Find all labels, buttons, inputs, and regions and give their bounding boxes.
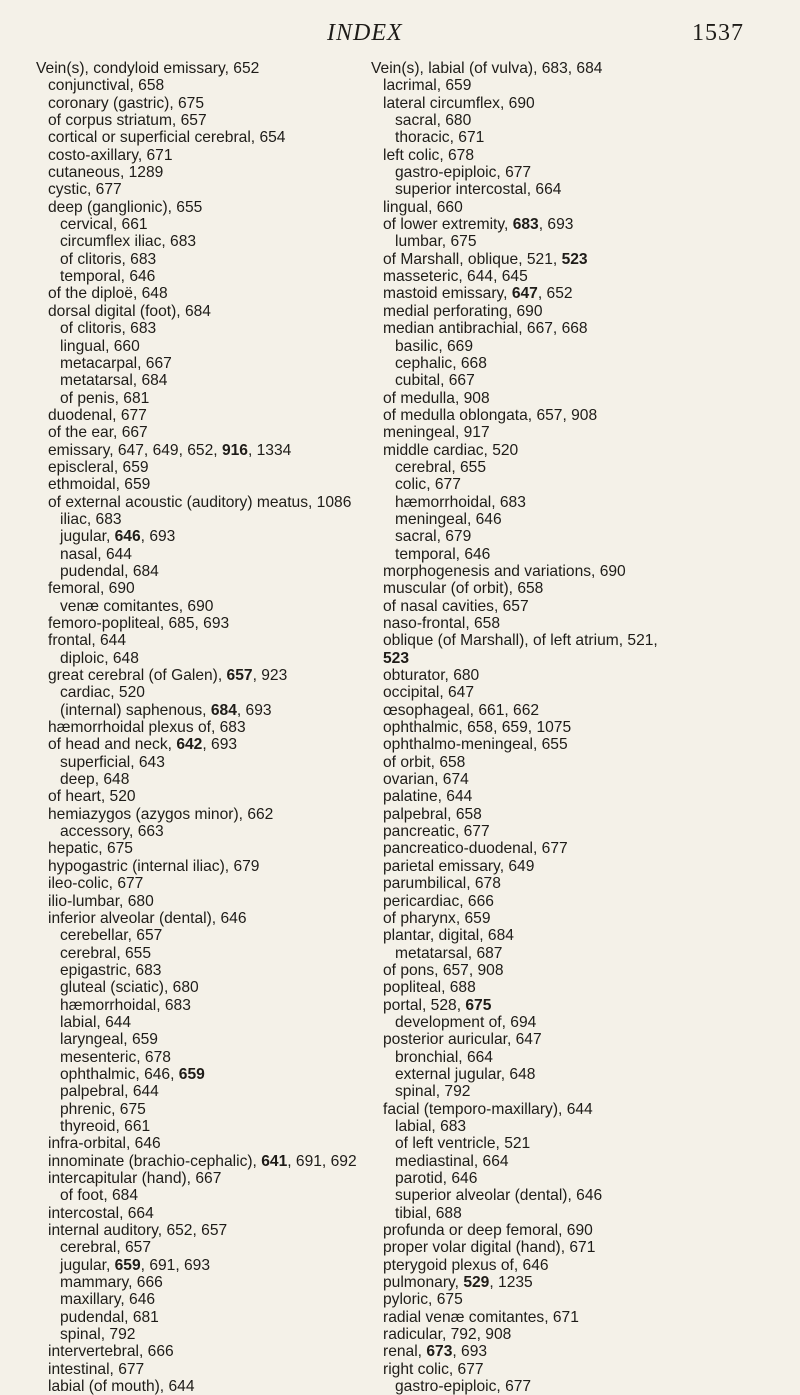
index-entry: cerebral, 657 [60,1239,152,1257]
index-entry: ileo-colic, 677 [48,875,144,893]
index-entry: of clitoris, 683 [60,250,157,268]
index-entry: lacrimal, 659 [383,77,472,95]
index-entry: episcleral, 659 [48,458,149,476]
index-entry: mesenteric, 678 [60,1048,171,1066]
index-entry: (internal) saphenous, 684, 693 [60,701,272,719]
index-entry: gastro-epiploic, 677 [395,1378,532,1395]
index-entry: diploic, 648 [60,649,139,667]
index-entry: of lower extremity, 683, 693 [383,216,574,234]
index-entry: frontal, 644 [48,632,127,650]
index-entry: hæmorrhoidal, 683 [395,493,526,511]
index-entry: of orbit, 658 [383,753,466,771]
index-column-right [371,60,781,1395]
index-entry: development of, 694 [395,1013,537,1031]
index-entry: of left ventricle, 521 [395,1135,531,1153]
index-entry: superior alveolar (dental), 646 [395,1187,603,1205]
index-entry: ilio-lumbar, 680 [48,892,154,910]
index-entry: external jugular, 648 [395,1065,536,1083]
index-entry: proper volar digital (hand), 671 [383,1239,596,1257]
index-entry: cutaneous, 1289 [48,164,164,182]
index-entry: of penis, 681 [60,389,150,407]
index-entry: circumflex iliac, 683 [60,233,197,251]
index-entry: bronchial, 664 [395,1048,493,1066]
index-entry: infra-orbital, 646 [48,1135,161,1153]
index-entry: emissary, 647, 649, 652, 916, 1334 [48,441,292,459]
index-entry: cardiac, 520 [60,684,145,702]
index-entry: occipital, 647 [383,684,475,702]
index-entry: of heart, 520 [48,788,136,806]
index-entry: popliteal, 688 [383,979,476,997]
index-entry: spinal, 792 [60,1326,136,1344]
index-entry: naso-frontal, 658 [383,615,501,632]
index-entry: morphogenesis and variations, 690 [383,562,626,580]
index-entry: of foot, 684 [60,1187,139,1205]
index-entry: jugular, 646, 693 [60,528,176,546]
index-entry: spinal, 792 [395,1083,471,1101]
index-entry: ethmoidal, 659 [48,476,151,494]
index-entry: of pharynx, 659 [383,909,491,927]
index-entry: great cerebral (of Galen), 657, 923 [48,667,288,685]
index-entry: masseteric, 644, 645 [383,268,528,286]
index-entry: femoral, 690 [48,580,135,598]
index-entry: of clitoris, 683 [60,320,157,338]
index-entry: sacral, 680 [395,112,472,130]
index-entry: hypogastric (internal iliac), 679 [48,857,260,875]
index-entry: cerebral, 655 [395,458,487,476]
index-entry: renal, 673, 693 [383,1343,488,1361]
running-title: INDEX [327,20,403,46]
index-entry: labial, 683 [395,1117,467,1135]
index-entry: pyloric, 675 [383,1291,463,1309]
index-entry: parotid, 646 [395,1170,478,1187]
index-entry: of medulla, 908 [383,389,490,407]
index-entry: radial venæ comitantes, 671 [383,1308,579,1326]
index-entry: laryngeal, 659 [60,1031,158,1049]
index-entry: sacral, 679 [395,528,472,546]
index-entry: intervertebral, 666 [48,1343,174,1361]
index-entry: facial (temporo-maxillary), 644 [383,1100,593,1118]
index-entry: conjunctival, 658 [48,77,165,95]
index-entry: metatarsal, 687 [395,944,503,962]
index-entry: labial (of mouth), 644 [48,1378,195,1395]
index-entry: pericardiac, 666 [383,892,494,910]
index-entry: accessory, 663 [60,823,164,841]
index-column-left [36,60,376,1395]
index-entry: gastro-epiploic, 677 [395,164,532,182]
index-entry: pudendal, 684 [60,562,159,580]
index-entry: coronary (gastric), 675 [48,94,204,112]
index-entry: right colic, 677 [383,1360,484,1378]
index-entry: of the ear, 667 [48,424,148,442]
index-entry: of external acoustic (auditory) meatus, 1086 [48,493,352,511]
index-entry: mediastinal, 664 [395,1152,509,1170]
index-entry: Vein(s), labial (of vulva), 683, 684 [371,60,603,77]
index-entry: left colic, 678 [383,146,475,164]
index-entry: cervical, 661 [60,216,148,234]
index-entry: thoracic, 671 [395,129,485,147]
index-entry: hæmorrhoidal plexus of, 683 [48,719,246,737]
index-entry: intercostal, 664 [48,1204,154,1222]
index-entry: of pons, 657, 908 [383,961,504,979]
index-entry: innominate (brachio-cephalic), 641, 691, 692 [48,1152,357,1170]
index-entry: temporal, 646 [60,268,156,286]
index-entry: labial, 644 [60,1013,132,1031]
index-entry: temporal, 646 [395,545,491,563]
index-entry: epigastric, 683 [60,961,162,979]
index-entry: meningeal, 646 [395,510,502,528]
index-entry: cerebral, 655 [60,944,152,962]
index-entry: gluteal (sciatic), 680 [60,979,199,997]
index-entry: maxillary, 646 [60,1291,156,1309]
index-entry: hæmorrhoidal, 683 [60,996,191,1014]
index-entry: profunda or deep femoral, 690 [383,1222,593,1240]
index-entry: middle cardiac, 520 [383,441,519,459]
index-entry: intestinal, 677 [48,1360,145,1378]
index-entry: cubital, 667 [395,372,475,390]
index-entry: metacarpal, 667 [60,354,172,372]
index-entry: of the diploë, 648 [48,285,168,303]
index-entry: lingual, 660 [383,198,463,216]
index-entry: plantar, digital, 684 [383,927,514,945]
index-entry: hemiazygos (azygos minor), 662 [48,805,274,823]
index-entry: lingual, 660 [60,337,140,355]
index-entry: superficial, 643 [60,753,165,771]
index-entry: pterygoid plexus of, 646 [383,1256,549,1274]
index-entry: portal, 528, 675 [383,996,492,1014]
index-entry: mammary, 666 [60,1274,163,1292]
index-entry: duodenal, 677 [48,406,147,424]
index-entry: radicular, 792, 908 [383,1326,512,1344]
index-entry: parumbilical, 678 [383,875,501,893]
index-entry: oblique (of Marshall), of left atrium, 521, [383,632,658,650]
index-entry: nasal, 644 [60,545,132,563]
index-entry: dorsal digital (foot), 684 [48,302,211,320]
index-entry: femoro-popliteal, 685, 693 [48,615,230,632]
index-entry: cystic, 677 [48,181,122,199]
index-entry: palpebral, 658 [383,805,482,823]
index-entry: tibial, 688 [395,1204,462,1222]
index-entry: metatarsal, 684 [60,372,168,390]
index-entry: medial perforating, 690 [383,302,543,320]
index-entry: superior intercostal, 664 [395,181,562,199]
index-entry: deep, 648 [60,771,130,789]
index-entry: ophthalmic, 646, 659 [60,1065,205,1083]
index-entry: of corpus striatum, 657 [48,112,207,130]
index-entry: ovarian, 674 [383,771,469,789]
index-entry: iliac, 683 [60,510,122,528]
index-entry: basilic, 669 [395,337,474,355]
index-entry: deep (ganglionic), 655 [48,198,203,216]
index-entry: thyreoid, 661 [60,1117,151,1135]
index-entry: Vein(s), condyloid emissary, 652 [36,60,260,77]
index-entry: colic, 677 [395,476,461,494]
index-entry: phrenic, 675 [60,1100,146,1118]
index-entry: pancreatic, 677 [383,823,490,841]
index-entry: cerebellar, 657 [60,927,163,945]
index-entry: internal auditory, 652, 657 [48,1222,228,1240]
index-entry: costo-axillary, 671 [48,146,173,164]
index-entry: pancreatico-duodenal, 677 [383,840,568,858]
index-entry: palpebral, 644 [60,1083,159,1101]
index-entry: venæ comitantes, 690 [60,597,214,615]
index-entry: cephalic, 668 [395,354,487,372]
page-number: 1537 [692,20,744,46]
index-entry: hepatic, 675 [48,840,133,858]
index-entry: of nasal cavities, 657 [383,597,529,615]
index-entry: inferior alveolar (dental), 646 [48,909,247,927]
index-entry: lateral circumflex, 690 [383,94,535,112]
index-entry: jugular, 659, 691, 693 [60,1256,211,1274]
index-entry: meningeal, 917 [383,424,490,442]
index-entry: œsophageal, 661, 662 [383,701,540,719]
page-header [0,8,800,48]
index-entry: 523 [383,649,410,667]
index-entry: muscular (of orbit), 658 [383,580,544,598]
index-entry: lumbar, 675 [395,233,477,251]
index-entry: of medulla oblongata, 657, 908 [383,406,598,424]
index-entry: ophthalmo-meningeal, 655 [383,736,568,754]
index-entry: of head and neck, 642, 693 [48,736,238,754]
index-entry: mastoid emissary, 647, 652 [383,285,573,303]
index-entry: median antibrachial, 667, 668 [383,320,588,338]
index-entry: of Marshall, oblique, 521, 523 [383,250,588,268]
index-entry: pudendal, 681 [60,1308,159,1326]
index-entry: posterior auricular, 647 [383,1031,542,1049]
index-entry: cortical or superficial cerebral, 654 [48,129,286,147]
index-entry: parietal emissary, 649 [383,857,535,875]
index-entry: obturator, 680 [383,667,480,685]
index-entry: intercapitular (hand), 667 [48,1170,222,1187]
index-entry: pulmonary, 529, 1235 [383,1274,533,1292]
index-entry: palatine, 644 [383,788,473,806]
index-entry: ophthalmic, 658, 659, 1075 [383,719,572,737]
